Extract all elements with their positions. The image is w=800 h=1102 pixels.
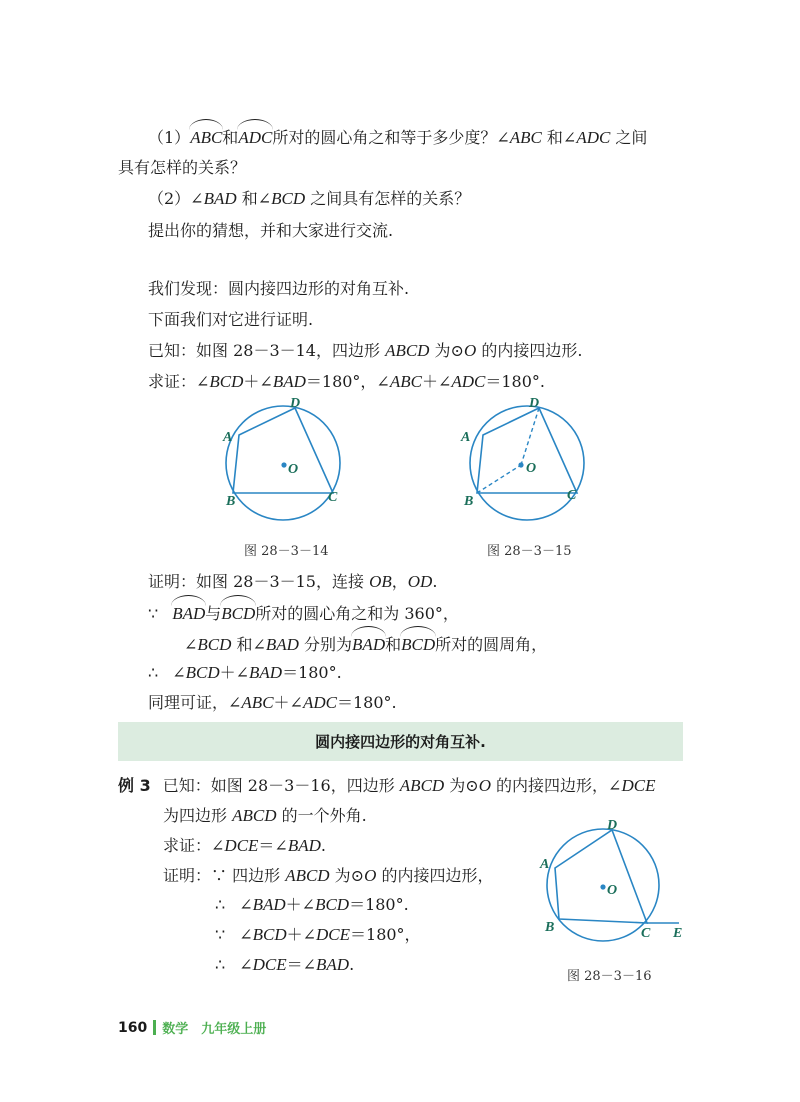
segment-ob <box>477 465 521 493</box>
text: ＋∠ <box>421 372 452 391</box>
angle-dce: DCE <box>316 925 351 944</box>
text: ＋∠ <box>286 925 317 944</box>
text: ， <box>391 572 408 591</box>
text: 已知：如图 28－3－16，四边形 <box>162 776 400 795</box>
angle-bad: BAD <box>252 895 286 914</box>
text: ＝180°， <box>350 925 421 944</box>
text: 所对的圆心角之和为 360°， <box>255 604 459 623</box>
angle-adc: ADC <box>451 372 486 391</box>
point-label-d: D <box>529 396 540 411</box>
text: ＋∠ <box>285 895 316 914</box>
quad-abcd: ABCD <box>285 866 330 885</box>
quadrilateral-abcd <box>555 830 647 923</box>
point-label-c: C <box>328 490 338 505</box>
text: 之间 <box>610 128 648 147</box>
point-label-b: B <box>226 494 236 509</box>
text: 所对的圆心角之和等于多少度？∠ <box>272 128 510 147</box>
angle-adc: ADC <box>576 128 611 147</box>
point-label-e: E <box>673 926 683 941</box>
question-1-line-1 <box>148 124 647 150</box>
text: ∠ <box>172 663 186 682</box>
text: ＝180°. <box>282 663 342 682</box>
text: ＝180°. <box>349 895 409 914</box>
arc-bad: BAD <box>352 631 385 657</box>
figure-caption: 图 28－3－16 <box>567 969 652 984</box>
example-3-line-3 <box>163 834 326 858</box>
figure-caption: 图 28－3－14 <box>244 544 329 559</box>
figure-28-3-14 <box>215 395 375 535</box>
angle-bad: BAD <box>272 372 306 391</box>
angle-dce: DCE <box>224 836 259 855</box>
point-label-c: C <box>641 926 651 941</box>
text: 分别为 <box>298 635 353 654</box>
text: 求证：∠ <box>148 372 210 391</box>
angle-abc: ABC <box>509 128 542 147</box>
text: 为⊙ <box>444 776 479 795</box>
page-footer <box>118 1018 266 1037</box>
angle-bad: BAD <box>287 836 321 855</box>
center-point <box>600 884 605 889</box>
point-label-b: B <box>545 920 555 935</box>
text: ＝180°. <box>485 372 546 391</box>
therefore-symbol: ∴ <box>148 663 159 682</box>
angle-bcd: BCD <box>185 663 220 682</box>
text: ＝∠ <box>286 955 317 974</box>
text: 为⊙ <box>329 866 365 885</box>
proof-line-4 <box>148 661 342 685</box>
angle-bcd: BCD <box>252 925 287 944</box>
text: 与 <box>205 604 222 623</box>
point-label-a: A <box>540 857 550 872</box>
footer-divider <box>153 1020 156 1035</box>
point-label-b: B <box>464 494 474 509</box>
text: . <box>432 572 438 591</box>
text: 和 <box>222 128 239 147</box>
text: 的内接四边形， <box>376 866 494 885</box>
text: 的一个外角. <box>276 806 367 825</box>
text: 和 <box>385 635 402 654</box>
figure-28-3-14-svg <box>215 395 375 535</box>
text: 证明：如图 28－3－15，连接 <box>148 572 370 591</box>
text: ＝180°. <box>336 693 397 712</box>
text: ＋∠ <box>219 663 250 682</box>
text: 和∠ <box>236 189 272 208</box>
arc-abc: ABC <box>190 124 222 150</box>
text: ＝180°，∠ <box>305 372 390 391</box>
text: ＋∠ <box>273 693 303 712</box>
text: 为四边形 <box>163 806 233 825</box>
angle-bcd: BCD <box>197 635 232 654</box>
angle-adc: ADC <box>302 693 337 712</box>
arc-bcd: BCD <box>221 600 255 626</box>
point-label-d: D <box>607 818 618 833</box>
proof-line-2 <box>148 600 459 626</box>
angle-bcd: BCD <box>209 372 244 391</box>
question-1-line-2: 具有怎样的关系？ <box>118 158 247 177</box>
example-3-line-5 <box>215 893 409 917</box>
example-3-line-2 <box>163 804 367 828</box>
text: 所对的圆周角， <box>435 635 548 654</box>
example-3-line-6 <box>215 923 421 947</box>
point-label-o: O <box>288 462 299 477</box>
text: . <box>320 836 326 855</box>
because-symbol: ∵ <box>215 925 226 944</box>
figure-28-3-16-svg <box>537 820 697 950</box>
quad-abcd: ABCD <box>399 776 445 795</box>
point-label-a: A <box>461 430 471 445</box>
arc-adc: ADC <box>238 124 272 150</box>
question-2 <box>148 187 470 211</box>
text: 同理可证，∠ <box>148 693 242 712</box>
text: ∠ <box>239 895 253 914</box>
text: ∠ <box>239 925 253 944</box>
point-label-a: A <box>223 430 233 445</box>
page-number: 160 <box>118 1019 148 1036</box>
figure-caption: 图 28－3－15 <box>487 544 572 559</box>
figure-28-3-15 <box>459 395 619 535</box>
angle-abc: ABC <box>389 372 422 391</box>
therefore-symbol: ∴ <box>215 895 226 914</box>
example-3-line-4 <box>163 864 493 888</box>
book-title: 数学 九年级上册 <box>162 1022 267 1037</box>
angle-bad: BAD <box>316 955 350 974</box>
proof-line-1 <box>148 570 437 594</box>
example-3-line-7 <box>215 953 354 977</box>
text: . <box>349 955 355 974</box>
point-label-o: O <box>526 461 537 476</box>
quadrilateral-abcd <box>477 408 577 493</box>
text: 已知：如图 28－3－14，四边形 <box>148 341 386 360</box>
question-number: （1） <box>148 128 191 147</box>
circle-o: O <box>478 776 491 795</box>
arc-bad: BAD <box>172 600 205 626</box>
angle-bcd: BCD <box>271 189 306 208</box>
theorem-banner: 圆内接四边形的对角互补. <box>118 722 683 761</box>
discovery-line: 我们发现：圆内接四边形的对角互补. <box>148 279 410 298</box>
angle-abc: ABC <box>241 693 274 712</box>
text: 的内接四边形. <box>476 341 583 360</box>
given-line <box>148 339 582 363</box>
circle-o: O <box>364 866 377 885</box>
proof-line-5 <box>148 691 397 715</box>
discuss-line: 提出你的猜想，并和大家进行交流. <box>148 221 394 240</box>
segment-od-label: OD <box>407 572 433 591</box>
to-prove-line <box>148 370 545 394</box>
text: 为⊙ <box>429 341 464 360</box>
text: 和∠ <box>231 635 266 654</box>
angle-dce: DCE <box>252 955 287 974</box>
text: 求证：∠ <box>163 836 225 855</box>
example-label: 例 3 <box>118 776 151 795</box>
text: ＋∠ <box>243 372 273 391</box>
text: 和∠ <box>541 128 577 147</box>
angle-bcd: BCD <box>315 895 350 914</box>
figure-28-3-16 <box>537 820 697 950</box>
text: （2）∠ <box>148 189 204 208</box>
text: ＝∠ <box>258 836 288 855</box>
quad-abcd: ABCD <box>232 806 277 825</box>
angle-bad: BAD <box>265 635 299 654</box>
angle-bad: BAD <box>203 189 237 208</box>
because-symbol: ∵ <box>148 604 159 623</box>
example-3-line-1 <box>118 774 655 798</box>
text: 的内接四边形，∠ <box>490 776 622 795</box>
segment-ob-label: OB <box>369 572 392 591</box>
proof-line-3 <box>184 631 547 657</box>
text: ∠ <box>184 635 198 654</box>
therefore-symbol: ∴ <box>215 955 226 974</box>
arc-bcd: BCD <box>401 631 435 657</box>
proof-intro-line: 下面我们对它进行证明. <box>148 310 314 329</box>
point-label-d: D <box>290 396 301 411</box>
circle-o: O <box>463 341 477 360</box>
text: 之间具有怎样的关系？ <box>305 189 471 208</box>
center-point <box>281 462 286 467</box>
point-label-o: O <box>607 883 618 898</box>
angle-dce: DCE <box>621 776 656 795</box>
text: 证明：∵ 四边形 <box>163 866 286 885</box>
quad-abcd: ABCD <box>385 341 430 360</box>
center-point <box>518 462 523 467</box>
segment-od <box>521 408 539 465</box>
text: ∠ <box>239 955 253 974</box>
figure-28-3-15-svg <box>459 395 619 535</box>
point-label-c: C <box>567 488 577 503</box>
angle-bad: BAD <box>249 663 283 682</box>
quadrilateral-abcd <box>233 408 333 493</box>
